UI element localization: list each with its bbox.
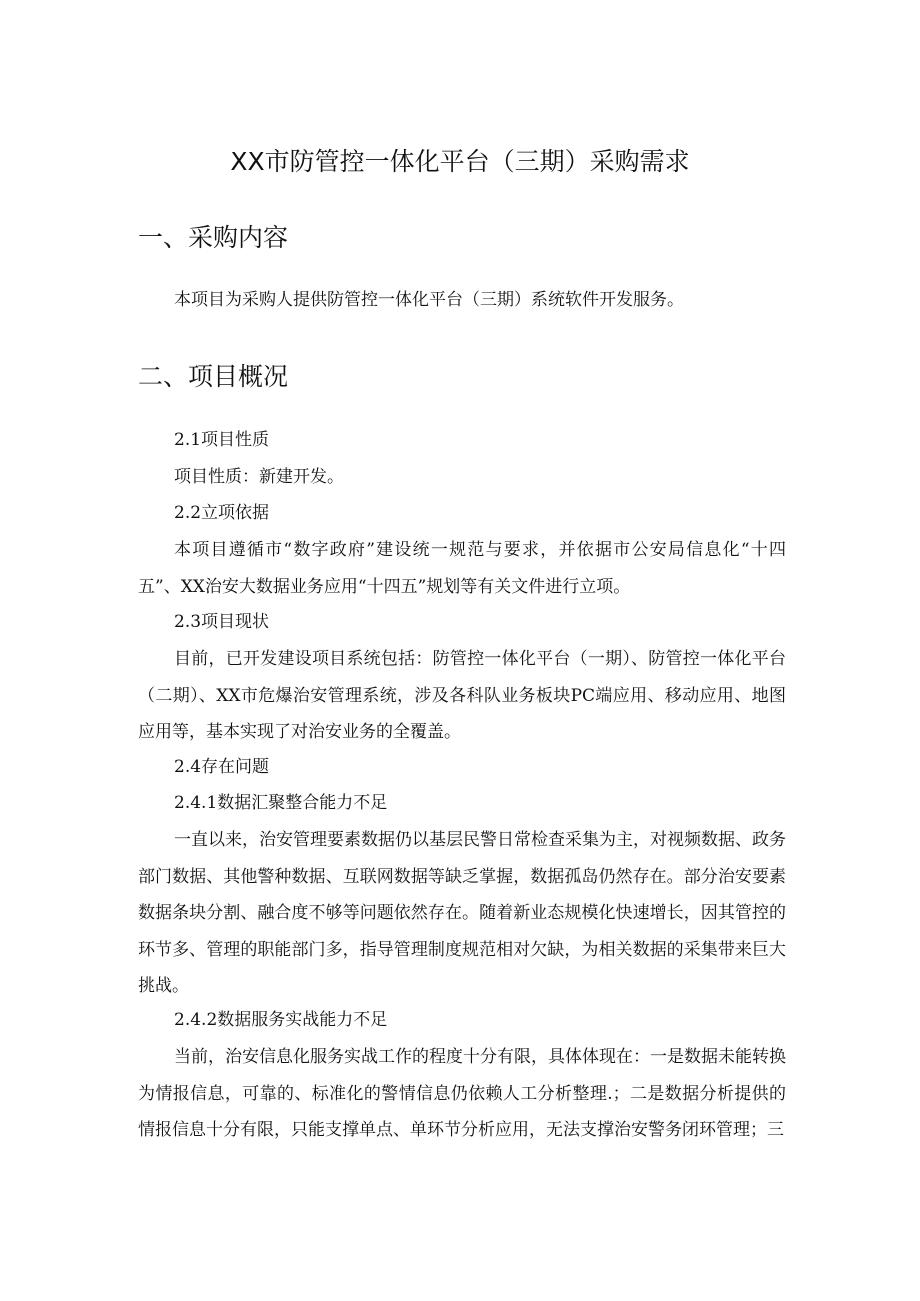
subsection-2-2-heading: 2.2立项依据 xyxy=(174,503,270,523)
section-1-heading: 一、采购内容 xyxy=(138,223,289,252)
subsection-2-3-body: 目前，已开发建设项目系统包括：防管控一体化平台（一期）、防管控一体化平台（二期）、XX市危爆治安管理系统，涉及各科队业务板块PC端应用、移动应用、地图应用等，基本实现了对治安业务的全覆盖。 xyxy=(138,649,786,742)
subsection-2-4-1-body: 一直以来，治安管理要素数据仍以基层民警日常检查采集为主，对视频数据、政务部门数据、其他警种数据、互联网数据等缺乏掌握，数据孤岛仍然存在。部分治安要素数据条块分割、融合度不够等问题依然存在。随着新业态规模化快速增长，因其管控的环节多、管理的职能部门多，指导管理制度规范相对欠缺，为相关数据的采集带来巨大挑战。 xyxy=(138,830,786,996)
subsection-2-3-heading: 2.3项目现状 xyxy=(174,612,270,632)
subsection-2-1-body: 项目性质：新建开发。 xyxy=(174,467,344,487)
subsection-2-4-2-body: 当前，治安信息化服务实战工作的程度十分有限，具体体现在：一是数据未能转换为情报信息，可靠的、标准化的警情信息仍依赖人工分析整理.；二是数据分析提供的情报信息十分有限，只能支撑单点、单环节分析应用，无法支撑治安警务闭环管理；三 xyxy=(138,1047,786,1140)
section-1-body: 本项目为采购人提供防管控一体化平台（三期）系统软件开发服务。 xyxy=(174,290,684,310)
subsection-2-4-heading: 2.4存在问题 xyxy=(174,757,270,777)
subsection-2-4-2-heading: 2.4.2数据服务实战能力不足 xyxy=(174,1010,388,1030)
subsection-2-4-1-heading: 2.4.1数据汇聚整合能力不足 xyxy=(174,793,388,813)
section-2-heading: 二、项目概况 xyxy=(138,362,289,391)
document-title: XX市防管控一体化平台（三期）采购需求 xyxy=(230,147,690,176)
subsection-2-2-body: 本项目遵循市“数字政府”建设统一规范与要求，并依据市公安局信息化“十四五”、XX治安大数据业务应用“十四五”规划等有关文件进行立项。 xyxy=(138,540,786,597)
subsection-2-1-heading: 2.1项目性质 xyxy=(174,430,270,450)
